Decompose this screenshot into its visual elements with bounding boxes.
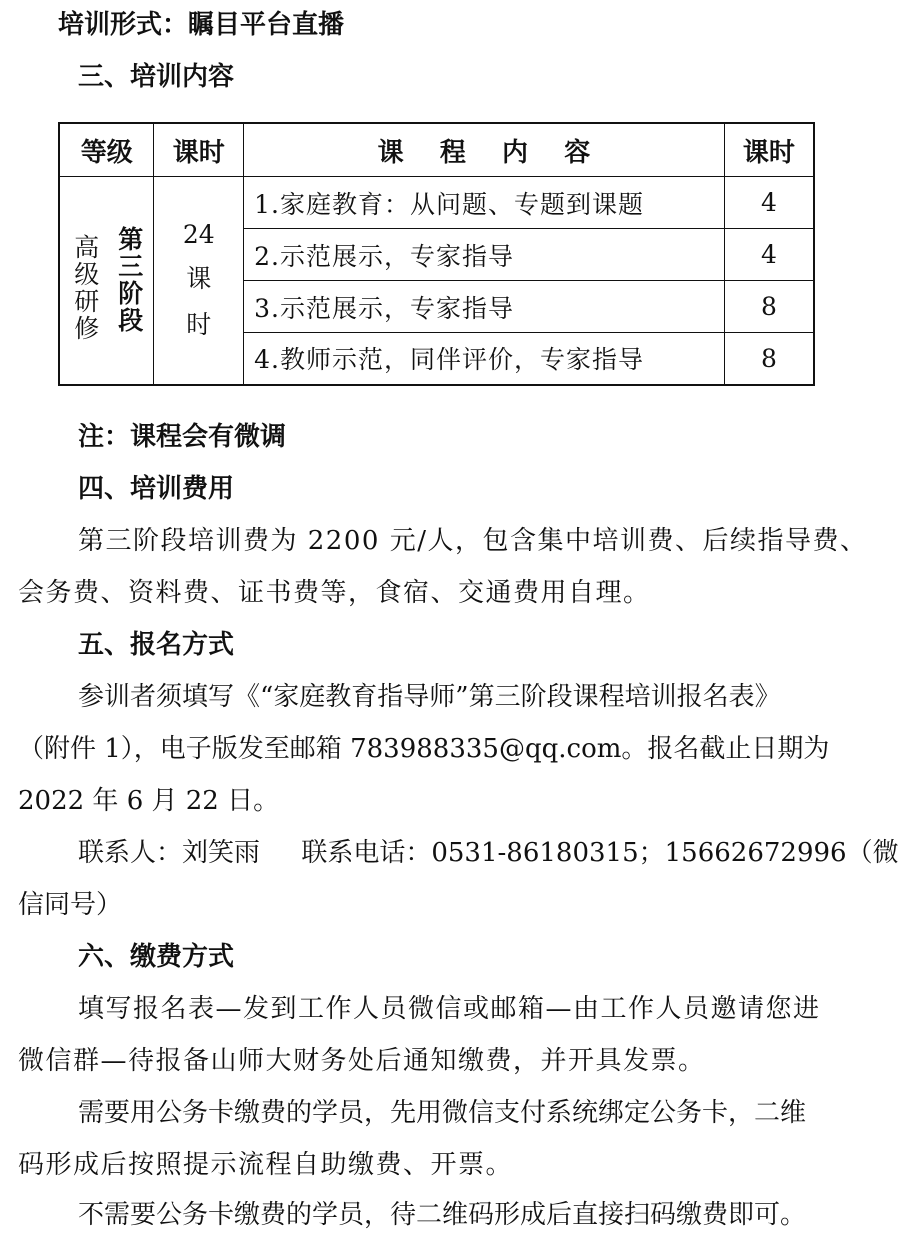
- level-main: 第三阶段: [114, 226, 144, 335]
- row-hours: 8: [724, 281, 814, 333]
- contact-line: 联系人：刘笑雨 联系电话：0531-86180315；15662672996（微: [78, 838, 899, 868]
- section6-title: 六、缴费方式: [78, 942, 235, 972]
- section5-line1: 参训者须填写《“家庭教育指导师”第三阶段课程培训报名表》: [78, 682, 781, 712]
- header-hours: 课时: [154, 123, 244, 177]
- level-sub: 高级研修: [70, 234, 100, 343]
- row-hours: 4: [724, 229, 814, 281]
- section6-p2-line1: 需要用公务卡缴费的学员，先用微信支付系统绑定公务卡，二维: [78, 1098, 807, 1128]
- row-content: 2.示范展示，专家指导: [244, 229, 725, 281]
- section6-p1-line2: 微信群—待报备山师大财务处后通知缴费，并开具发票。: [18, 1046, 706, 1076]
- hours-unit-1: 课: [186, 263, 212, 293]
- section5-line2: （附件 1），电子版发至邮箱 783988335@qq.com。报名截止日期为: [18, 734, 830, 764]
- table-header-row: [59, 123, 814, 177]
- section6-p3-line1: 不需要公务卡缴费的学员，待二维码形成后直接扫码缴费即可。: [78, 1200, 807, 1230]
- row-content: 1.家庭教育：从问题、专题到课题: [244, 177, 725, 229]
- training-format: 培训形式：瞩目平台直播: [58, 10, 345, 40]
- course-table: [58, 122, 815, 386]
- contact-line2: 信同号）: [18, 890, 123, 920]
- section5-title: 五、报名方式: [78, 630, 235, 660]
- header-content: 课 程 内 容: [244, 123, 725, 177]
- table-row: [59, 177, 814, 229]
- row-hours: 4: [724, 177, 814, 229]
- hours-cell: [154, 177, 244, 385]
- header-hours-2: 课时: [724, 123, 814, 177]
- level-cell: [59, 177, 154, 385]
- note: 注：课程会有微调: [78, 422, 287, 452]
- section5-line3: 2022 年 6 月 22 日。: [18, 786, 280, 816]
- section4-line2: 会务费、资料费、证书费等，食宿、交通费用自理。: [18, 578, 651, 608]
- section6-p1-line1: 填写报名表—发到工作人员微信或邮箱—由工作人员邀请您进: [78, 994, 821, 1024]
- hours-number: 24: [182, 219, 215, 249]
- section6-p2-line2: 码形成后按照提示流程自助缴费、开票。: [18, 1150, 514, 1180]
- row-hours: 8: [724, 333, 814, 385]
- row-content: 3.示范展示，专家指导: [244, 281, 725, 333]
- row-content: 4.教师示范，同伴评价，专家指导: [244, 333, 725, 385]
- section4-title: 四、培训费用: [78, 474, 235, 504]
- section3-title: 三、培训内容: [78, 62, 235, 92]
- header-level: 等级: [59, 123, 154, 177]
- hours-unit-2: 时: [186, 309, 212, 339]
- section4-line1: 第三阶段培训费为 2200 元/人，包含集中培训费、后续指导费、: [78, 526, 868, 556]
